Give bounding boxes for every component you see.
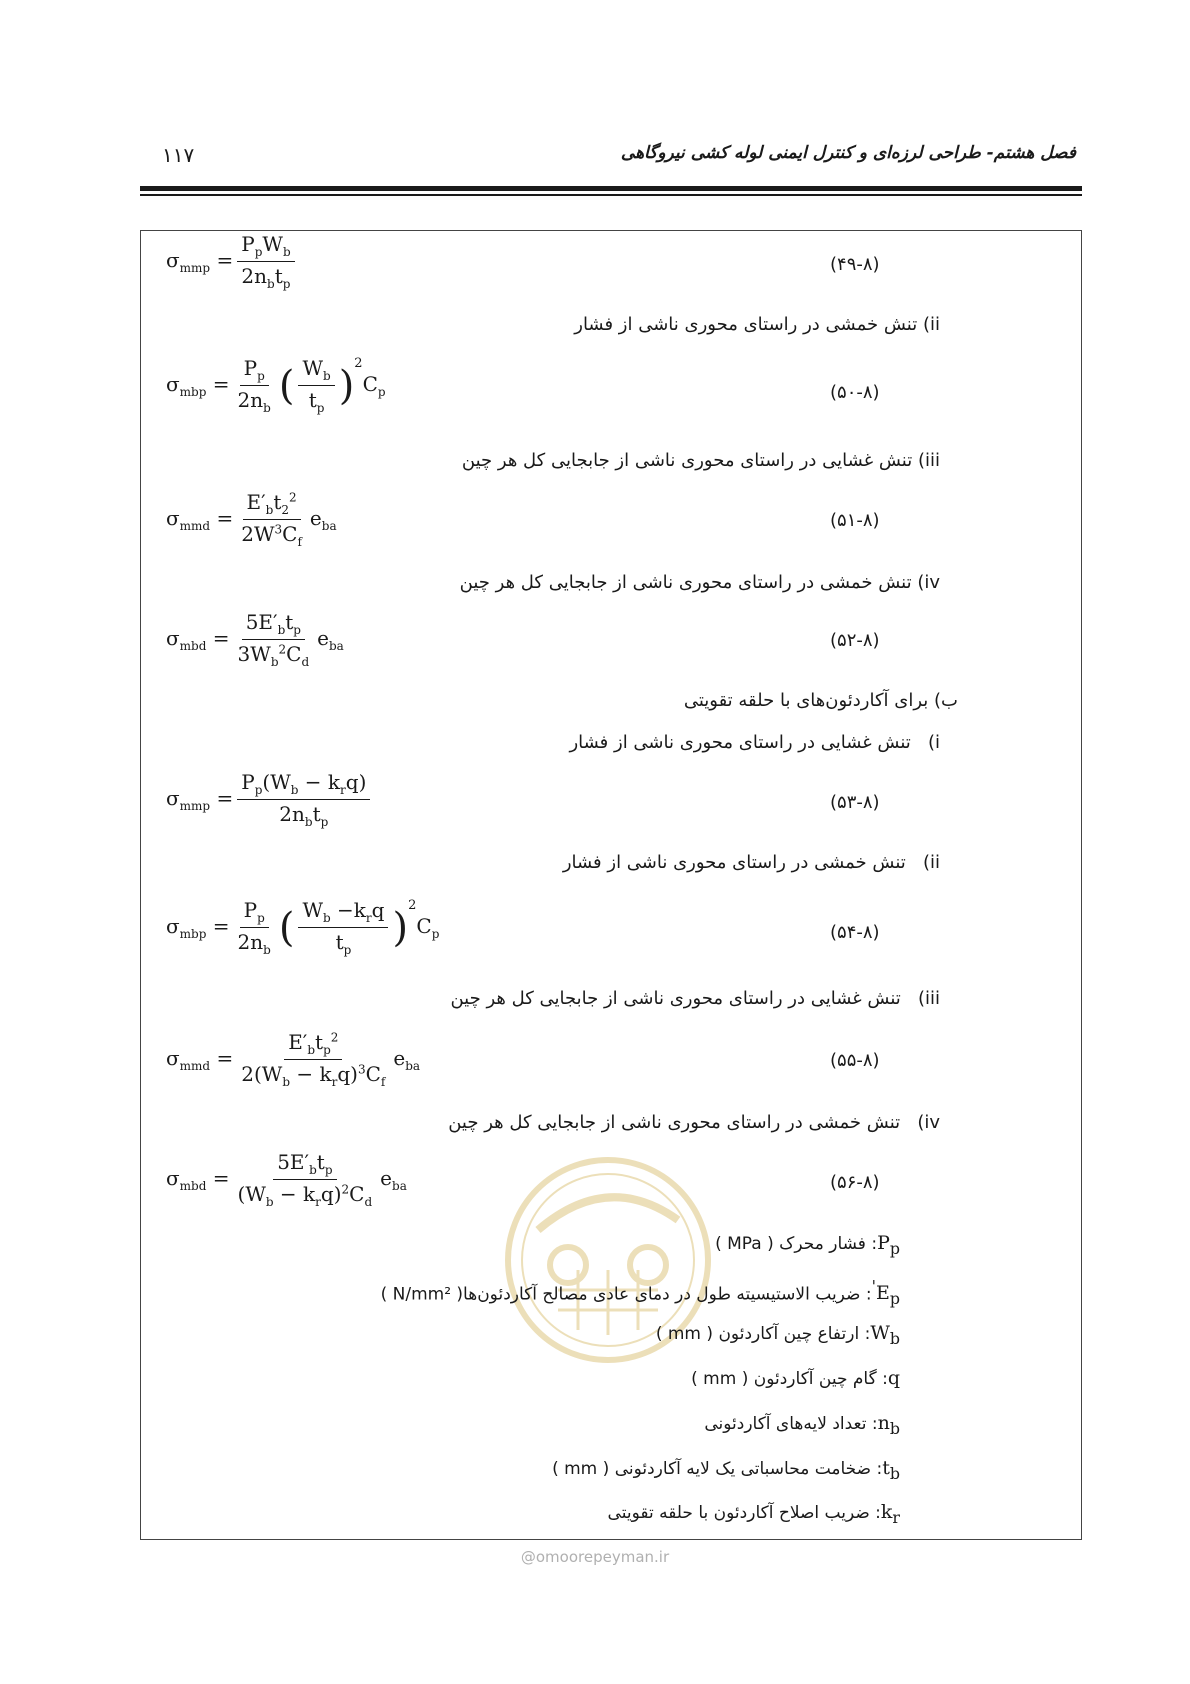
equation-number: (۵۴-۸) <box>830 922 880 943</box>
equation-number: (۵۶-۸) <box>830 1172 880 1193</box>
equation-49: $\sigma_{mmp}$ = $\frac{P_pW_b}{2n_bt_p}$ <box>166 232 299 291</box>
definition-pp: $P_p$: فشار محرک ( MPa ) <box>715 1232 900 1258</box>
stress-item-line: iv) تنش خمشی در راستای محوری ناشی از جابجایی کل هر چین <box>459 572 940 593</box>
equation-53: $\sigma_{mmp}$ = $\frac{P_p(W_b - k_rq)}{2n_bt_p}$ <box>166 770 374 829</box>
header-rule-thick <box>140 186 1082 191</box>
equation-54: $\sigma_{mbp}$ = $\frac{P_p}{2n_b}$ ( $\frac{W_b -k_rq}{t_p}$ ) 2 $C_p$ <box>166 898 440 957</box>
equation-number: (۵۱-۸) <box>830 510 880 531</box>
watermark-site: @omoorepeyman.ir <box>520 1548 670 1566</box>
section-heading: ب) برای آکاردئون‌های با حلقه تقویتی <box>683 690 958 711</box>
definition-ep: $E_p'$: ضریب الاستیسیته طول در دمای عادی مصالح آکاردئون‌ها( N/mm² ) <box>380 1277 900 1309</box>
definition-kr: $k_r$: ضریب اصلاح آکاردئون با حلقه تقویتی <box>607 1501 900 1527</box>
equation-55: $\sigma_{mmd}$ = $\frac{E'_bt_p^2}{2(W_b - k_rq)^3C_f}$ $e_{ba}$ <box>166 1030 421 1089</box>
stress-item-line: i) تنش غشایی در راستای محوری ناشی از فشار <box>569 732 940 753</box>
equation-number: (۴۹-۸) <box>830 254 880 275</box>
chapter-title: فصل هشتم- طراحی لرزه‌ای و کنترل ایمنی لوله کشی نیروگاهی <box>620 143 1076 163</box>
header-rule-thin <box>140 194 1082 196</box>
equation-number: (۵۳-۸) <box>830 792 880 813</box>
equation-51: $\sigma_{mmd}$ = $\frac{E'_bt_2^2}{2W^3C_f}$ $e_{ba}$ <box>166 490 337 549</box>
stress-item-line: ii) تنش خمشی در راستای محوری ناشی از فشار <box>574 314 940 335</box>
equation-number: (۵۵-۸) <box>830 1050 880 1071</box>
equation-52: $\sigma_{mbd}$ = $\frac{5E'_bt_p}{3W_b^2C_d}$ $e_{ba}$ <box>166 610 344 669</box>
definition-wb: $W_b$: ارتفاع چین آکاردئون ( mm ) <box>655 1322 900 1348</box>
stress-item-line: iii) تنش غشایی در راستای محوری ناشی از جابجایی کل هر چین <box>450 988 940 1009</box>
equation-50: $\sigma_{mbp}$ = $\frac{P_p}{2n_b}$ ( $\frac{W_b}{t_p}$ ) 2 $C_p$ <box>166 356 386 415</box>
equation-number: (۵۲-۸) <box>830 630 880 651</box>
definition-q: q: گام چین آکاردئون ( mm ) <box>691 1367 900 1389</box>
definition-tb: $t_b$: ضخامت محاسباتی یک لایه آکاردئونی ( mm ) <box>552 1457 900 1483</box>
page-number: ۱۱۷ <box>162 143 195 167</box>
stress-item-line: iv) تنش خمشی در راستای محوری ناشی از جابجایی کل هر چین <box>448 1112 940 1133</box>
stress-item-line: ii) تنش خمشی در راستای محوری ناشی از فشار <box>562 852 940 873</box>
equation-number: (۵۰-۸) <box>830 382 880 403</box>
stress-item-line: iii) تنش غشایی در راستای محوری ناشی از جابجایی کل هر چین <box>461 450 940 471</box>
equation-56: $\sigma_{mbd}$ = $\frac{5E'_bt_p}{(W_b - k_rq)^2C_d}$ $e_{ba}$ <box>166 1150 407 1209</box>
definition-nb: $n_b$: تعداد لایه‌های آکاردئونی <box>704 1412 900 1438</box>
